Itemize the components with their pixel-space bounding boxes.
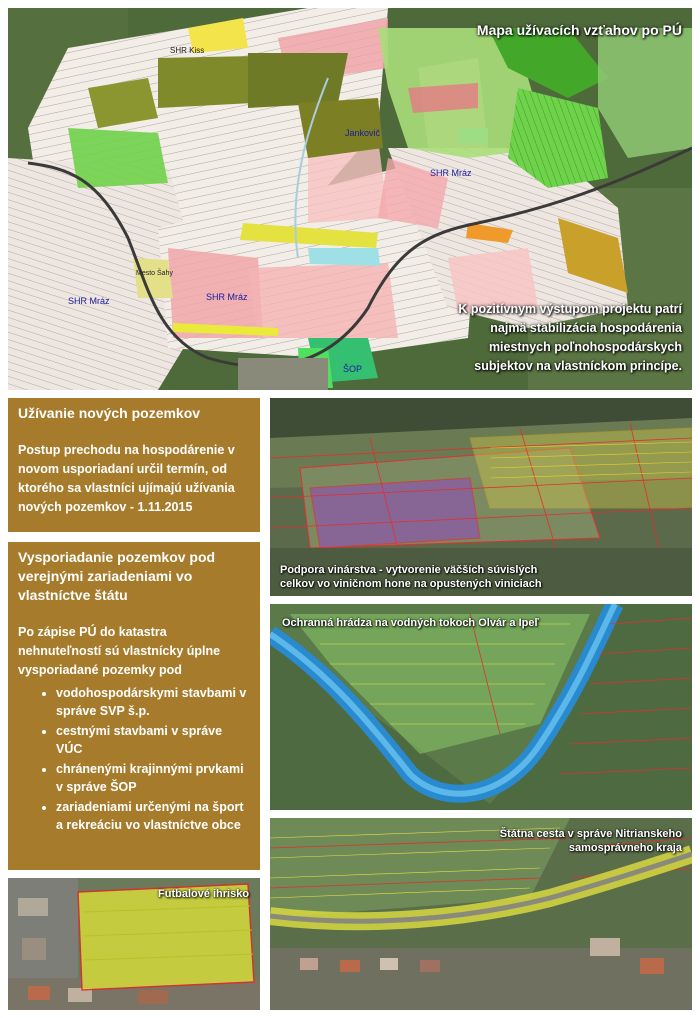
land-use-map bbox=[8, 8, 692, 390]
dam-aerial-image bbox=[270, 604, 692, 810]
map-label-shr-mraz-1: SHR Mráz bbox=[430, 168, 472, 178]
map-label-jankovic: Jankovič bbox=[345, 128, 381, 138]
dam-photo bbox=[270, 604, 692, 810]
settlement-list bbox=[18, 684, 250, 834]
settlement-heading: Vysporiadanie pozemkov pod verejnými zariadeniami vo vlastníctve štátu bbox=[18, 549, 216, 603]
map-caption bbox=[458, 300, 682, 376]
football-caption: Futbalové ihrisko bbox=[158, 888, 250, 900]
settlement-panel bbox=[8, 542, 260, 870]
dam-caption: Ochranná hrádza na vodných tokoch Olvár a Ipeľ bbox=[282, 617, 539, 629]
vineyard-caption: Podpora vinárstva - vytvorenie väčších súvislých celkov vo viničnom hone na opustených viniciach bbox=[280, 564, 542, 590]
road-photo bbox=[270, 818, 692, 1010]
settlement-item: • cestnými stavbami v správe VÚC bbox=[56, 722, 250, 758]
settlement-item: • vodohospodárskymi stavbami v správe SVP š.p. bbox=[56, 684, 250, 720]
settlement-item: • zariadeniami určenými na šport a rekreáciu vo vlastníctve obce bbox=[56, 798, 250, 834]
map-label-shr-kiss: SHR Kiss bbox=[170, 46, 205, 55]
map-label-shr-mraz-2: SHR Mráz bbox=[206, 292, 248, 302]
map-label-sop: ŠOP bbox=[343, 364, 363, 374]
road-caption: Štátna cesta v správe Nitrianskeho samosprávneho kraja bbox=[499, 828, 682, 854]
usage-body: Postup prechodu na hospodárenie v novom usporiadaní určil termín, od ktorého sa vlastníci ujímajú užívania nových pozemkov - 1.11.2015 bbox=[18, 443, 235, 514]
map-caption-line: K pozitívnym výstupom projektu patrí bbox=[458, 302, 682, 316]
usage-heading: Užívanie nových pozemkov bbox=[18, 405, 201, 421]
map-caption-line: najmä stabilizácia hospodárenia bbox=[490, 321, 682, 335]
usage-panel bbox=[8, 398, 260, 532]
map-title: Mapa užívacích vzťahov po PÚ bbox=[476, 22, 682, 38]
settlement-intro: Po zápise PÚ do katastra nehnuteľností sú vlastnícky úplne vysporiadané pozemky pod bbox=[18, 625, 221, 677]
map-caption-line: miestnych poľnohospodárskych bbox=[488, 340, 682, 354]
map-caption-line: subjektov na vlastníckom princípe. bbox=[474, 359, 682, 373]
football-photo bbox=[8, 878, 260, 1010]
settlement-item: • chránenými krajinnými prvkami v správe ŠOP bbox=[56, 760, 250, 796]
map-label-mesto-sahy: Mesto Šahy bbox=[136, 270, 173, 277]
map-label-shr-mraz-3: SHR Mráz bbox=[68, 296, 110, 306]
vineyard-photo bbox=[270, 398, 692, 596]
